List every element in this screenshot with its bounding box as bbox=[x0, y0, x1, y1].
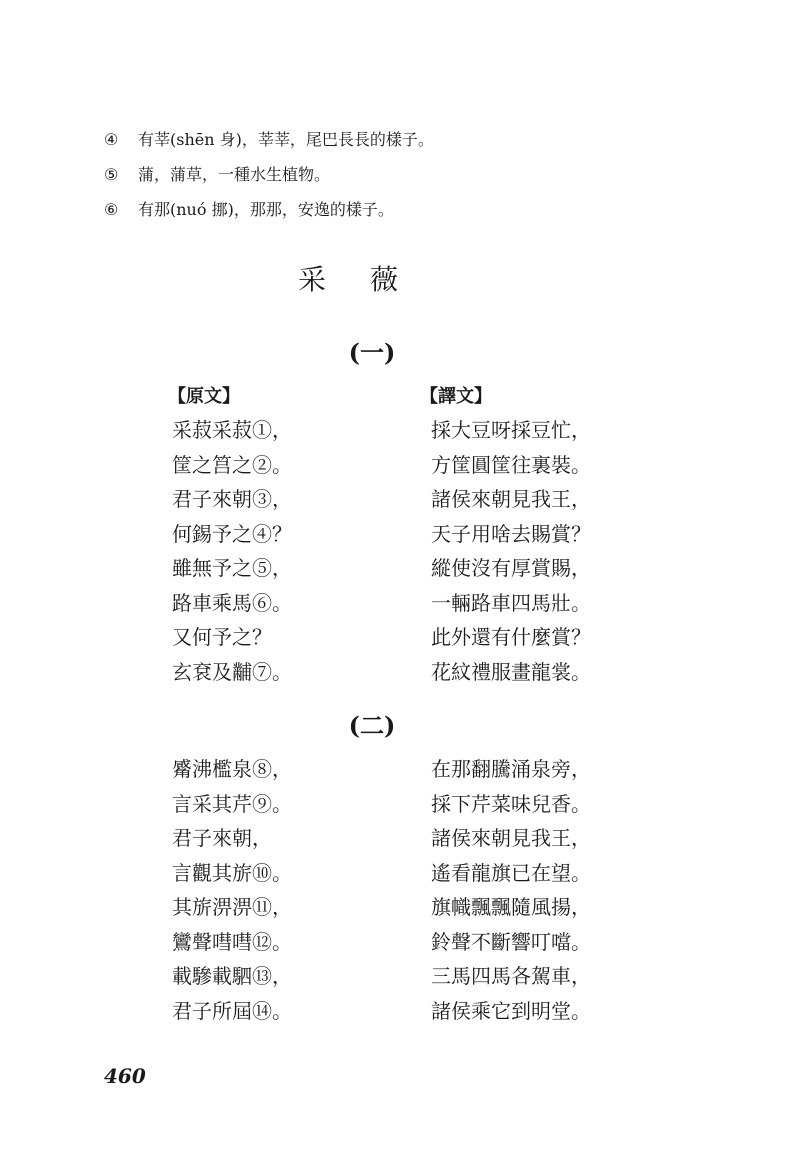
original-line: 采菽采菽①， bbox=[172, 418, 292, 442]
translation-line: 採大豆呀採豆忙， bbox=[431, 418, 591, 442]
original-line: 君子所屆⑭。 bbox=[172, 998, 292, 1023]
original-line: 筐之筥之②。 bbox=[172, 452, 292, 477]
footnote-text: 蒲，蒲草，一種水生植物。 bbox=[138, 165, 331, 184]
translation-line: 此外還有什麼賞？ bbox=[431, 625, 591, 649]
translation-line: 天子用啥去賜賞？ bbox=[431, 521, 591, 546]
original-text-header: 【原文】 bbox=[168, 386, 240, 407]
footnote bbox=[104, 192, 724, 227]
translation-line: 在那翻騰涌泉旁， bbox=[431, 757, 591, 781]
original-line: 其旂淠淠⑪， bbox=[172, 895, 292, 919]
section-heading-2: (二) bbox=[348, 711, 396, 740]
footnote-number: ④ bbox=[104, 130, 119, 149]
original-line: 君子來朝③， bbox=[172, 487, 292, 511]
translation-line: 諸侯乘它到明堂。 bbox=[431, 998, 591, 1023]
poem-title: 采薇 bbox=[297, 263, 442, 296]
original-line: 君子來朝， bbox=[172, 826, 272, 850]
original-line: 鸞聲嘒嘒⑫。 bbox=[172, 929, 292, 954]
footnote bbox=[104, 122, 724, 157]
translation-header: 【譯文】 bbox=[420, 386, 492, 407]
translation-line: 方筐圓筐往裏裝。 bbox=[431, 452, 591, 477]
original-column-1 bbox=[172, 413, 292, 689]
translation-line: 花紋禮服畫龍裳。 bbox=[431, 659, 591, 684]
footnote-text: 有莘(shēn 身)，莘莘，尾巴長長的樣子。 bbox=[138, 130, 434, 149]
section-heading-1: (一) bbox=[348, 338, 396, 367]
translation-line: 縱使沒有厚賞賜， bbox=[431, 556, 591, 580]
original-line: 言采其芹⑨。 bbox=[172, 791, 292, 816]
footnote-number: ⑥ bbox=[104, 200, 119, 219]
footnote-number: ⑤ bbox=[104, 165, 119, 184]
footnote-text: 有那(nuó 挪)，那那，安逸的樣子。 bbox=[138, 200, 394, 219]
translation-line: 諸侯來朝見我王， bbox=[431, 826, 591, 850]
translation-column-1 bbox=[431, 413, 591, 689]
original-line: 觱沸檻泉⑧， bbox=[172, 757, 292, 781]
original-line: 又何予之？ bbox=[172, 625, 272, 649]
footnotes bbox=[104, 122, 724, 227]
translation-line: 採下芹菜味兒香。 bbox=[431, 791, 591, 816]
translation-line: 諸侯來朝見我王， bbox=[431, 487, 591, 511]
page-number: 460 bbox=[104, 1064, 146, 1088]
translation-line: 旗幟飄飄隨風揚， bbox=[431, 895, 591, 919]
original-line: 雖無予之⑤， bbox=[172, 556, 292, 580]
footnote bbox=[104, 157, 724, 192]
original-line: 載驂載駟⑬， bbox=[172, 964, 292, 988]
original-line: 路車乘馬⑥。 bbox=[172, 590, 292, 615]
original-column-2 bbox=[172, 752, 292, 1028]
translation-line: 遙看龍旗已在望。 bbox=[431, 860, 591, 885]
translation-line: 一輛路車四馬壯。 bbox=[431, 590, 591, 615]
translation-line: 三馬四馬各駕車， bbox=[431, 964, 591, 988]
original-line: 何錫予之④？ bbox=[172, 521, 292, 546]
original-line: 言觀其旂⑩。 bbox=[172, 860, 292, 885]
translation-column-2 bbox=[431, 752, 591, 1028]
translation-line: 鈴聲不斷響叮噹。 bbox=[431, 929, 591, 954]
original-line: 玄袞及黼⑦。 bbox=[172, 659, 292, 684]
